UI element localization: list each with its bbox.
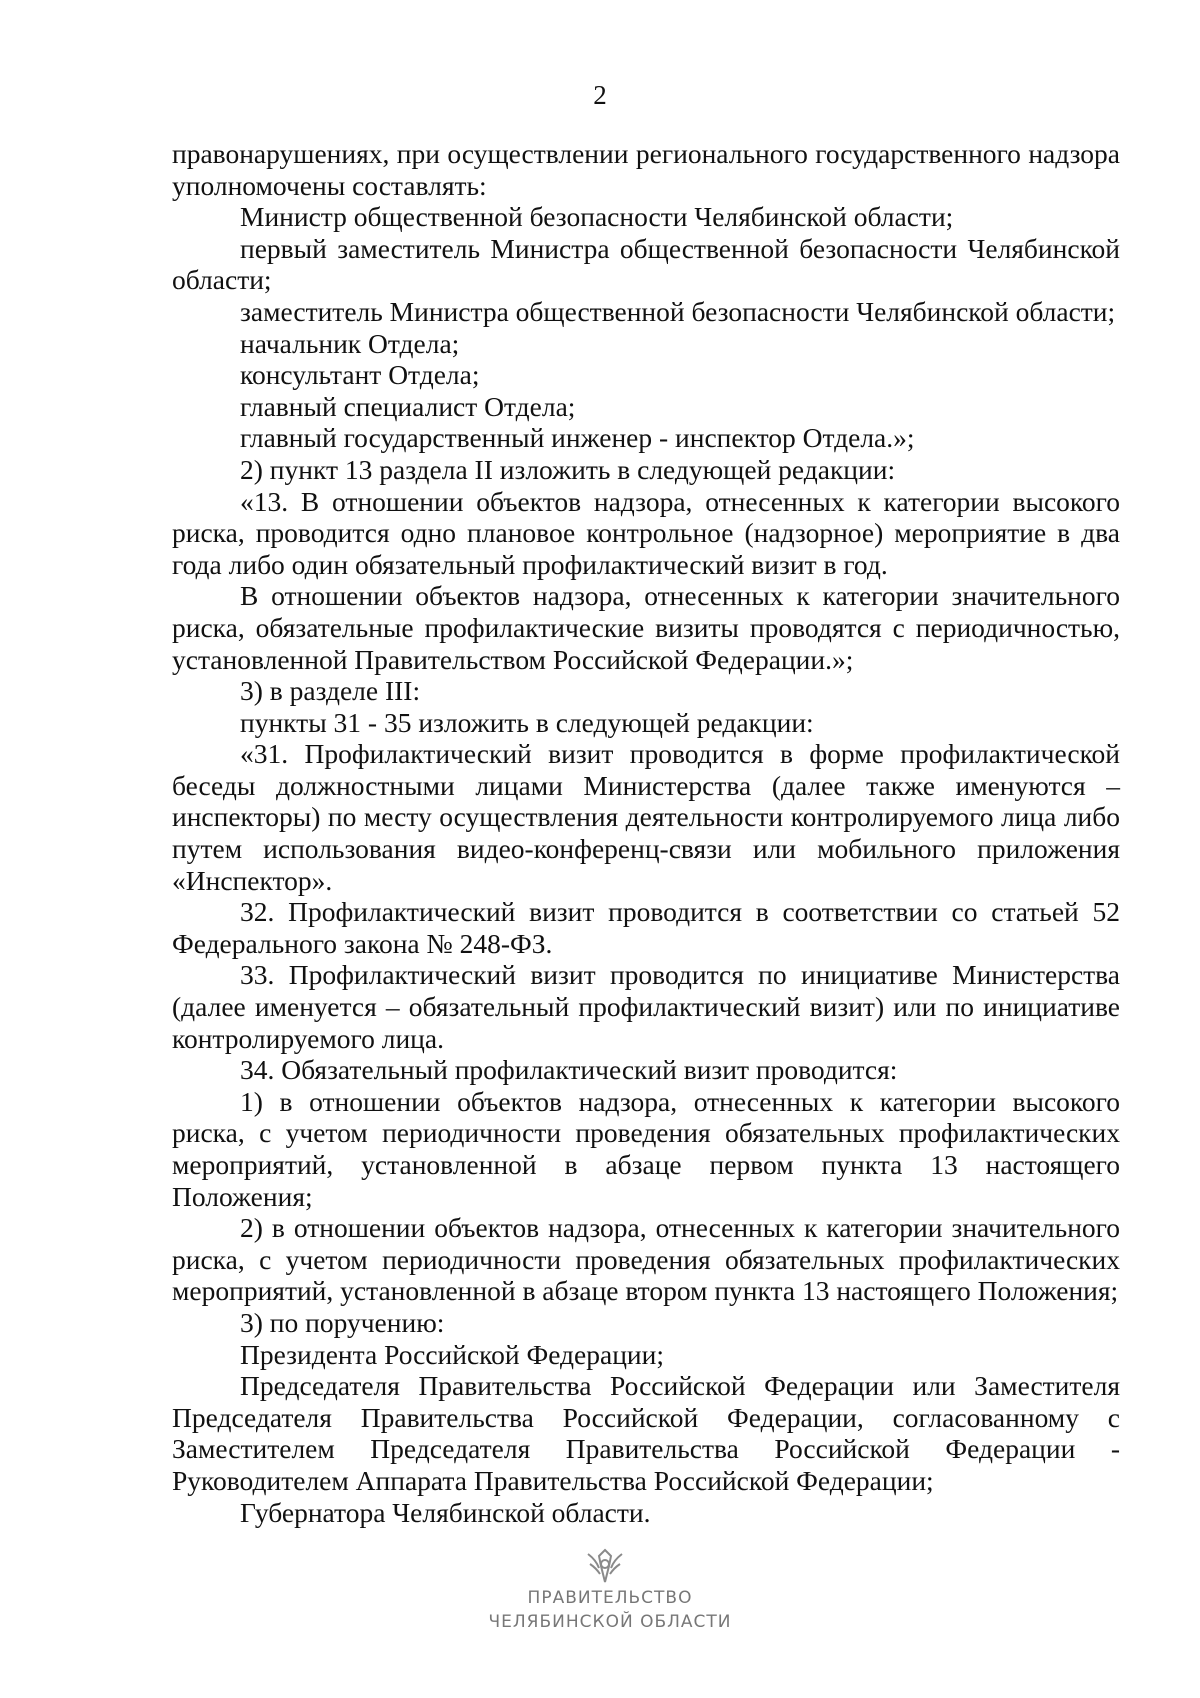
paragraph: Губернатора Челябинской области. (240, 1496, 651, 1528)
document-body (172, 138, 1120, 1528)
stamp-line-1: ПРАВИТЕЛЬСТВО (527, 1588, 693, 1608)
paragraph: 33. Профилактический визит проводится по инициативе Министерства (далее именуется – обязательный профилактический визит) или по инициативе контролируемого лица. (172, 959, 1120, 1054)
paragraph: «13. В отношении объектов надзора, отнесенных к категории высокого риска, проводится одно плановое контрольное (надзорное) мероприятие в два года либо один обязательный профилактический визит в год. (172, 485, 1120, 580)
paragraph: начальник Отдела; (240, 327, 460, 359)
paragraph: главный специалист Отдела; (240, 390, 576, 422)
page-number: 2 (593, 80, 607, 110)
paragraph: 34. Обязательный профилактический визит проводится: (240, 1054, 898, 1086)
paragraph: 2) в отношении объектов надзора, отнесенных к категории значительного риска, с учетом периодичности проведения обязательных профилактических мероприятий, установленной в абзаце втором пункта 13 настоящего Положения; (172, 1212, 1120, 1307)
paragraph: «31. Профилактический визит проводится в форме профилактической беседы должностными лицами Министерства (далее также именуются – инспекторы) по месту осуществления деятельности контролируемого лица либо путем использования видео-конференц-связи или мобильного приложения «Инспектор». (172, 738, 1120, 896)
paragraph: правонарушениях, при осуществлении регионального государственного надзора уполномочены составлять: (172, 138, 1120, 201)
paragraph: заместитель Министра общественной безопасности Челябинской области; (240, 295, 1116, 327)
paragraph: первый заместитель Министра общественной безопасности Челябинской области; (172, 232, 1120, 296)
paragraph: пункты 31 - 35 изложить в следующей редакции: (240, 706, 814, 738)
paragraph: 3) по поручению: (240, 1306, 445, 1338)
stamp-line-2: ЧЕЛЯБИНСКОЙ ОБЛАСТИ (488, 1612, 732, 1632)
government-stamp (470, 1546, 750, 1646)
paragraph: В отношении объектов надзора, отнесенных к категории значительного риска, обязательные профилактические визиты проводятся с периодичностью, установленной Правительством Российской Федерации.»; (172, 580, 1120, 675)
paragraph: Министр общественной безопасности Челябинской области; (240, 201, 954, 233)
paragraph: консультант Отдела; (240, 359, 480, 391)
paragraph: 2) пункт 13 раздела II изложить в следующей редакции: (240, 453, 896, 485)
paragraph: 3) в разделе III: (240, 675, 421, 707)
paragraph: 1) в отношении объектов надзора, отнесенных к категории высокого риска, с учетом периодичности проведения обязательных профилактических мероприятий, установленной в абзаце первом пункта 13 настоящего Положения; (172, 1085, 1120, 1212)
paragraph: 32. Профилактический визит проводится в соответствии со статьей 52 Федерального закона № 248-ФЗ. (172, 896, 1120, 959)
paragraph: главный государственный инженер - инспектор Отдела.»; (240, 422, 915, 454)
paragraph: Президента Российской Федерации; (240, 1338, 664, 1370)
coat-of-arms-icon (582, 1546, 628, 1586)
paragraph: Председателя Правительства Российской Федерации или Заместителя Председателя Правительства Российской Федерации, согласованному с Заместителем Председателя Правительства Российской Федерации - Руководителем Аппарата Правительства Российской Федерации; (172, 1370, 1120, 1496)
